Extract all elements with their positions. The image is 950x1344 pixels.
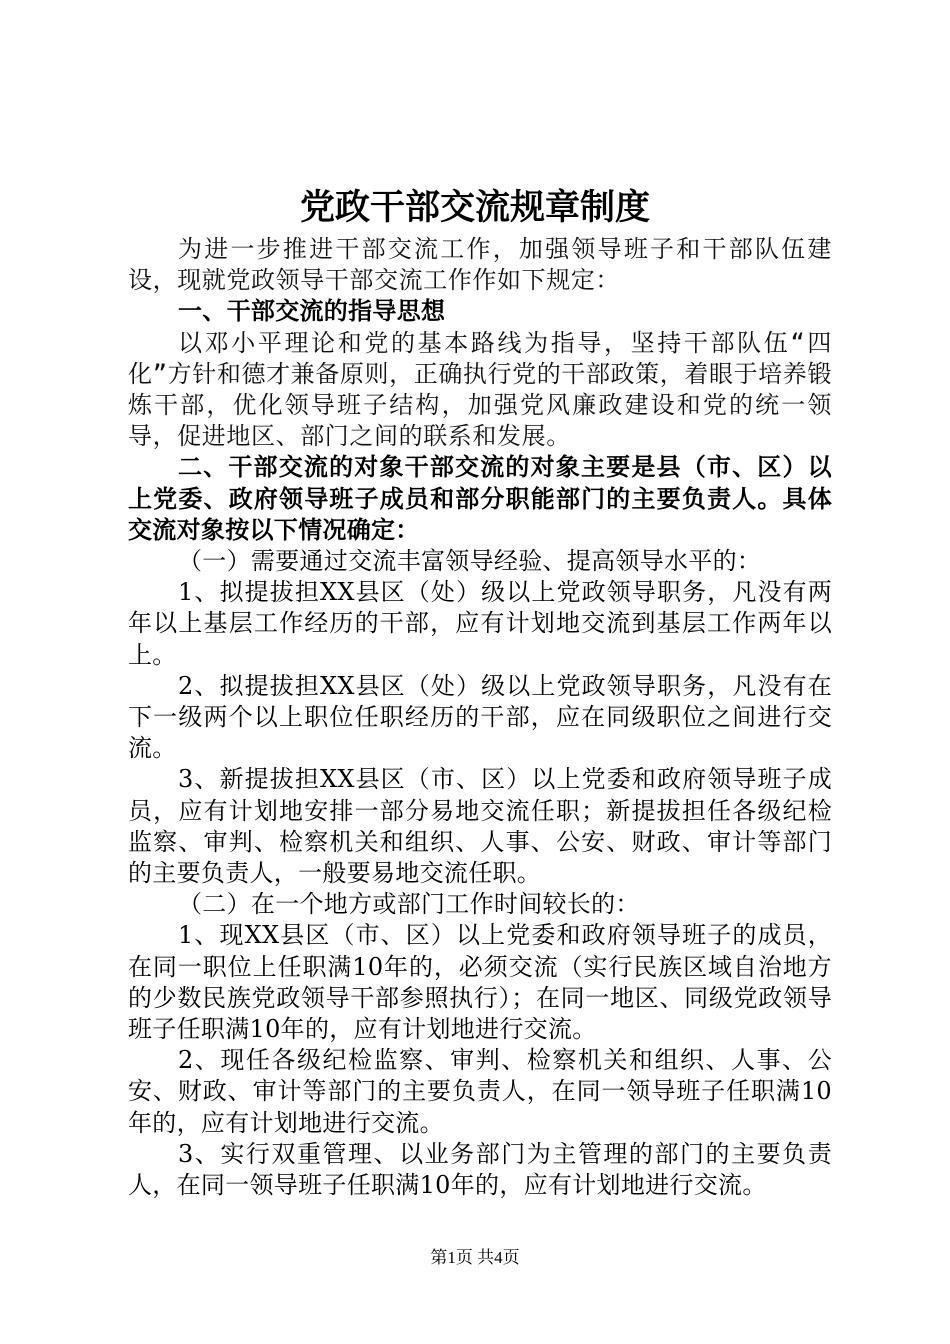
- section-heading-1: 一、干部交流的指导思想: [178, 297, 446, 326]
- document-title: 党政干部交流规章制度: [299, 188, 650, 228]
- subsection-heading-2: （二）在一个地方或部门工作时间较长的：: [178, 890, 640, 919]
- item-2-1: 1、现XX县区（市、区）以上党委和政府领导班子的成员，在同一职位上任职满10年的，必须交流（实行民族区域自治地方的少数民族党政领导干部参照执行）；在同一地区、同级党政领导班子任职满10年的，应有计划地进行交流。: [128, 921, 832, 1044]
- item-1-1: 1、拟提拔担XX县区（处）级以上党政领导职务，凡没有两年以上基层工作经历的干部，应有计划地交流到基层工作两年以上。: [128, 578, 832, 669]
- intro-paragraph: 为进一步推进干部交流工作，加强领导班子和干部队伍建设，现就党政领导干部交流工作作如下规定：: [128, 235, 832, 295]
- item-1-3: 3、新提拔担XX县区（市、区）以上党委和政府领导班子成员，应有计划地安排一部分易地交流任职；新提拔担任各级纪检监察、审判、检察机关和组织、人事、公安、财政、审计等部门的主要负责人，一般要易地交流任职。: [128, 765, 832, 888]
- item-2-2: 2、现任各级纪检监察、审判、检察机关和组织、人事、公安、财政、审计等部门的主要负责人，在同一领导班子任职满10年的，应有计划地进行交流。: [128, 1046, 832, 1137]
- page-footer: 第1页 共4页: [430, 1248, 520, 1267]
- document-body: [128, 234, 832, 1201]
- section-1-paragraph: 以邓小平理论和党的基本路线为指导，坚持干部队伍“四化”方针和德才兼备原则，正确执行党的干部政策，着眼于培养锻炼干部，优化领导班子结构，加强党风廉政建设和党的统一领导，促进地区、部门之间的联系和发展。: [128, 328, 832, 451]
- subsection-heading-1: （一）需要通过交流丰富领导经验、提高领导水平的：: [178, 547, 762, 576]
- item-1-2: 2、拟提拔担XX县区（处）级以上党政领导职务，凡没有在下一级两个以上职位任职经历的干部，应在同级职位之间进行交流。: [128, 671, 832, 763]
- item-2-3: 3、实行双重管理、以业务部门为主管理的部门的主要负责人，在同一领导班子任职满10年的，应有计划地进行交流。: [128, 1139, 832, 1200]
- section-2-paragraph: 二、干部交流的对象干部交流的对象主要是县（市、区）以上党委、政府领导班子成员和部分职能部门的主要负责人。具体交流对象按以下情况确定：: [128, 453, 832, 544]
